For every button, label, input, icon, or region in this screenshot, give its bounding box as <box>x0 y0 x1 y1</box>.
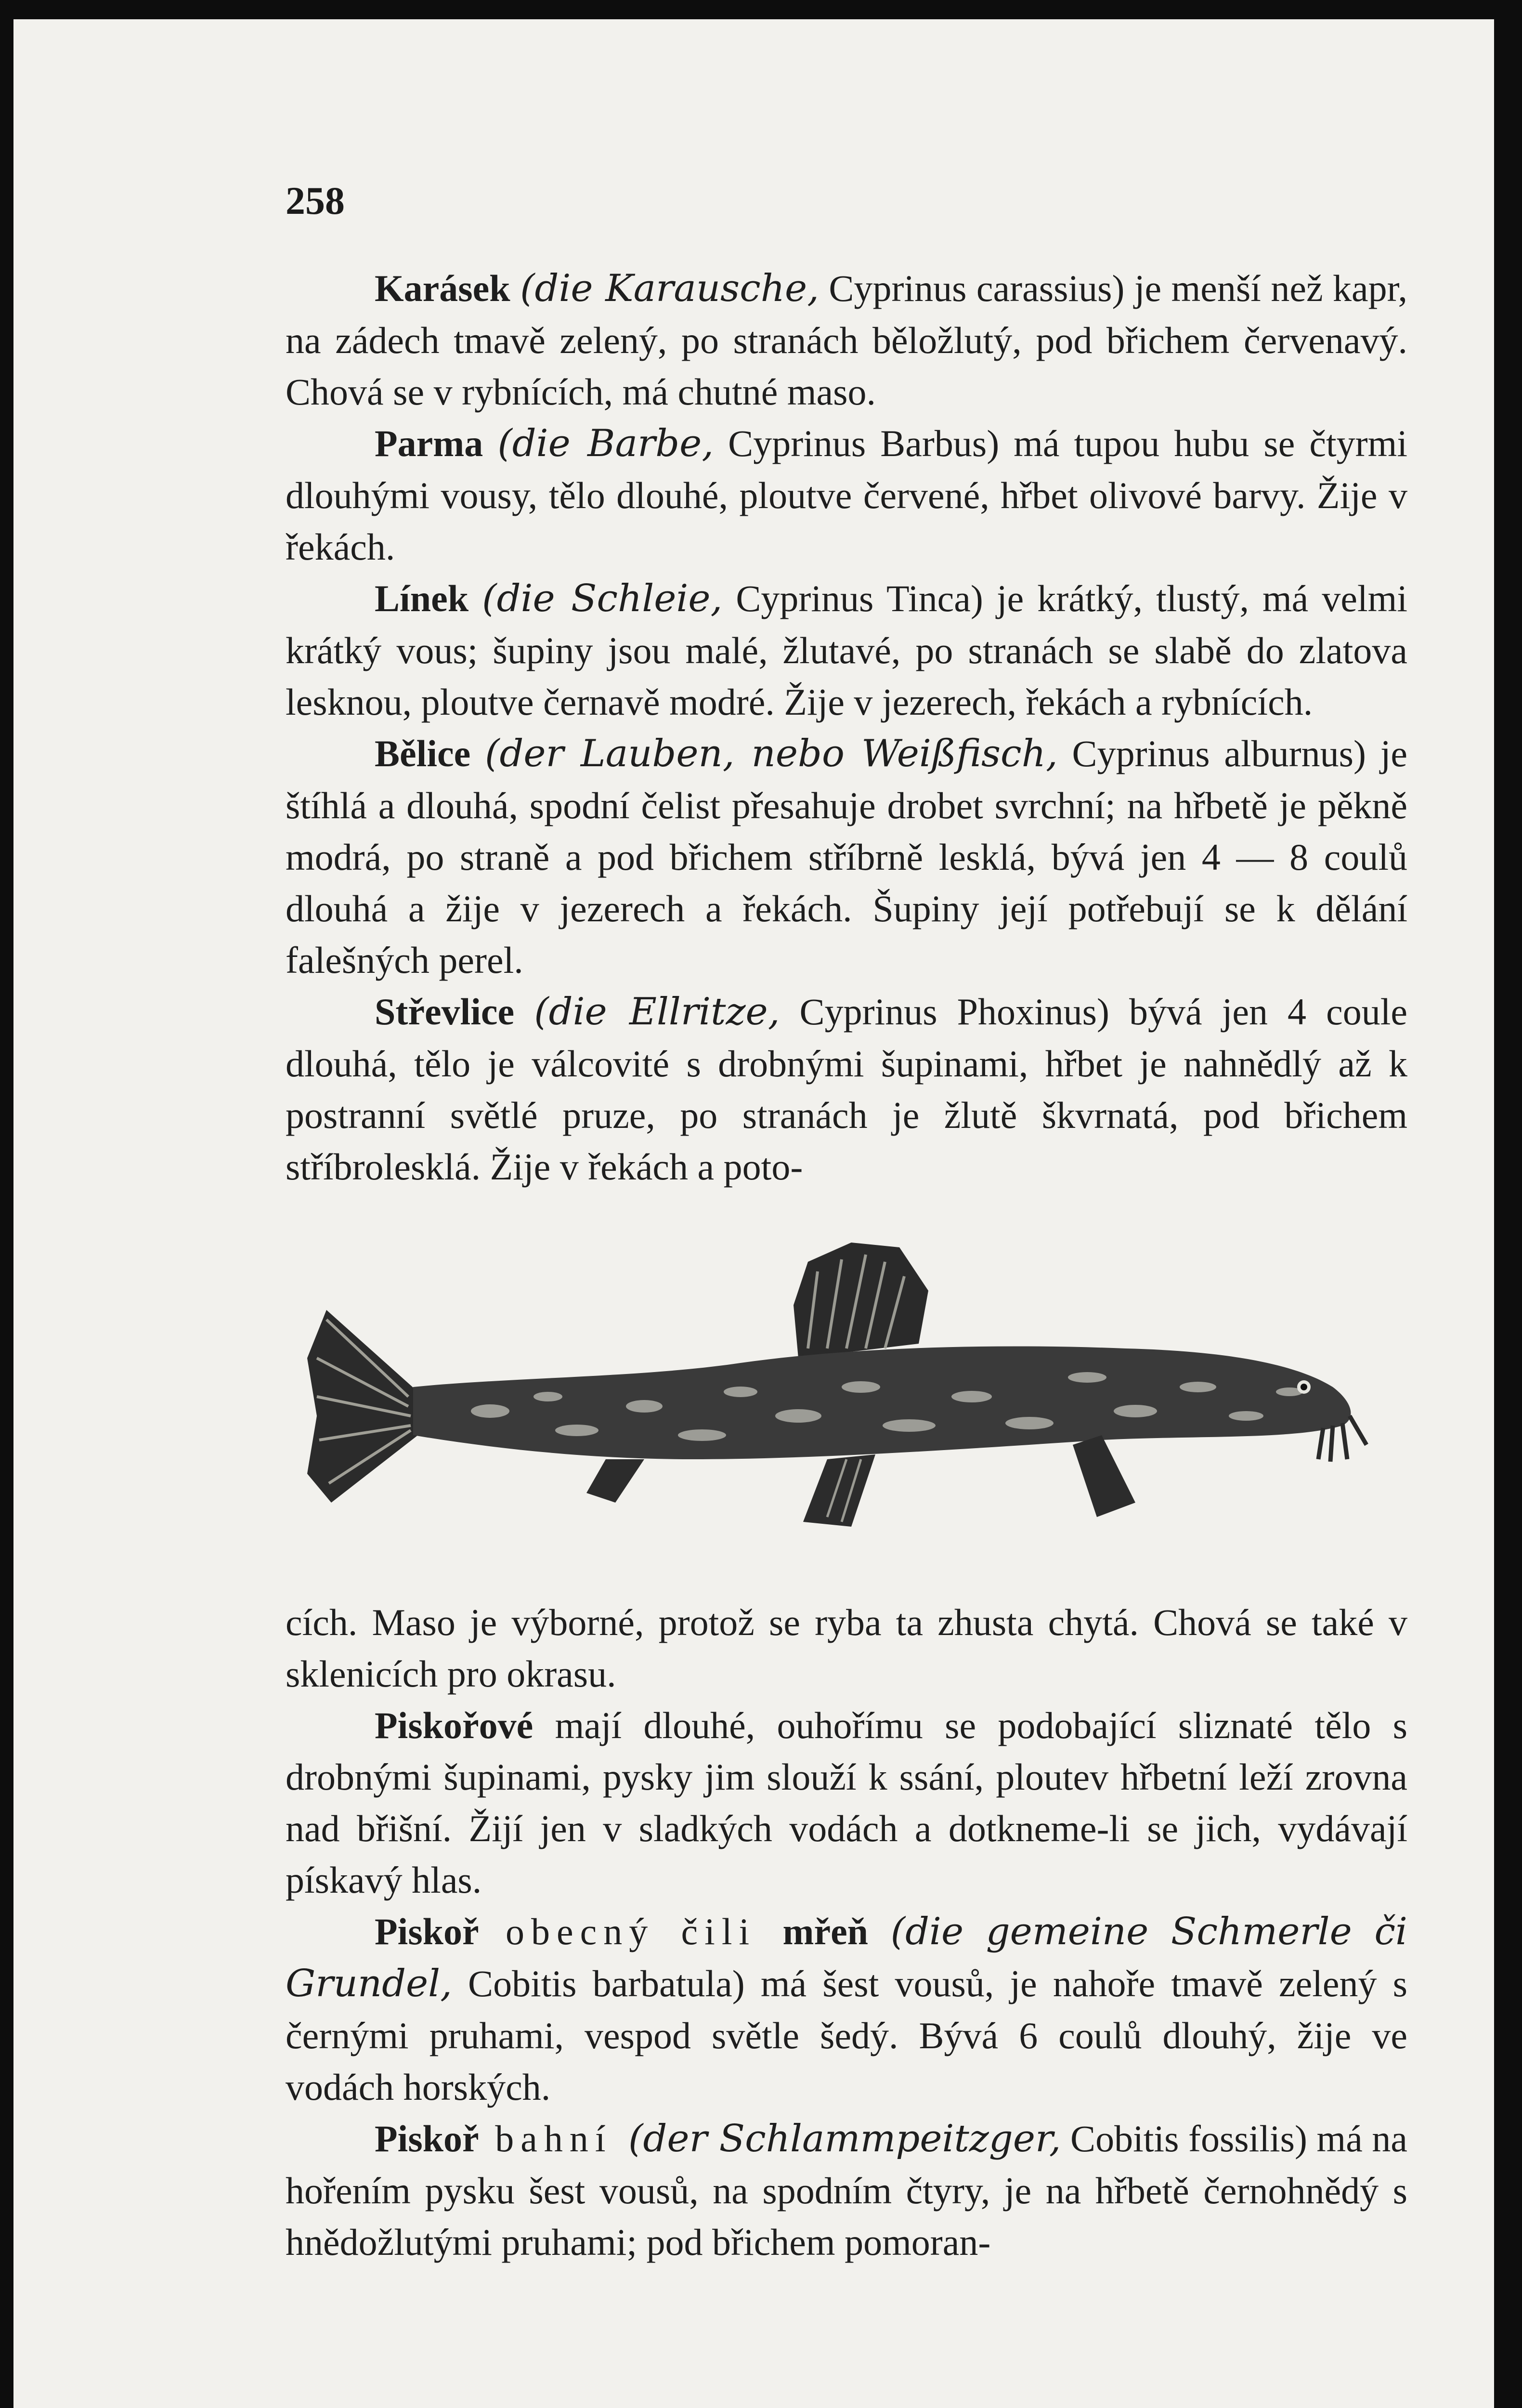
term-belice: Bělice <box>375 733 471 774</box>
species-qualifier: bahní <box>479 2118 629 2159</box>
paragraph-piskorove <box>286 1700 1407 1906</box>
paragraph-strevlice <box>286 986 1407 1192</box>
paragraph-karasek <box>286 262 1407 418</box>
paragraph-continuation: cích. Maso je výborné, protož se ryba ta zhusta chytá. Chová se také v sklenicích pro okrasu. <box>286 1601 1407 1695</box>
paragraph-text: Cyprinus carassius) je menší než kapr, na zádech tmavě zelený, po stranách běložlutý, pod břichem červenavý. Chová se v rybnících, má chutné maso. <box>286 267 1408 413</box>
german-name: (die Barbe, <box>497 422 714 465</box>
german-name: (die Ellritze, <box>534 990 780 1034</box>
book-page <box>13 19 1494 2408</box>
german-name: (die Schleie, <box>482 577 723 620</box>
loach-fish-icon <box>307 1243 1366 1527</box>
paragraph-text: mají dlouhé, ouhořímu se podobající sliznaté tělo s drobnými šupinami, pysky jim slouží k ssání, ploutev hřbetní leží zrovna nad břišní. Žijí jen v sladkých vodách a dotkneme-li se jich, vydávají pískavý hlas. <box>286 1704 1407 1901</box>
term-piskorove: Piskořové <box>375 1704 533 1746</box>
species-qualifier: obecný čili <box>479 1911 783 1952</box>
paragraph-belice <box>286 728 1407 986</box>
text-block-lower <box>286 1597 1407 2268</box>
paragraph-text: Cyprinus Tinca) je krátký, tlustý, má velmi krátký vous; šupiny jsou malé, žlutavé, po stranách se slabě do zlatova lesknou, ploutve černavě modré. Žije v jezerech, řekách a rybnících. <box>286 577 1407 723</box>
paragraph-parma <box>286 418 1407 573</box>
fish-illustration <box>307 1233 1391 1546</box>
page-number: 258 <box>286 179 345 222</box>
term-piskor: Piskoř <box>375 1911 479 1952</box>
paragraph-text: Cobitis fossilis) má na hořením pysku šest vousů, na spodním čtyry, je na hřbetě černohnědý s hnědožlutými pruhami; pod břichem pomoran- <box>286 2118 1407 2263</box>
term-karasek: Karásek <box>375 267 510 309</box>
paragraph-piskor-bahni <box>286 2113 1407 2268</box>
paragraph-text: Cyprinus alburnus) je štíhlá a dlouhá, spodní čelist přesahuje drobet svrchní; na hřbetě je pěkně modrá, po straně a pod břichem stříbrně lesklá, bývá jen 4 — 8 coulů dlouhá a žije v jezerech a řekách. Šupiny její potřebují se k dělání falešných perel. <box>286 733 1408 981</box>
paragraph-text: Cobitis barbatula) má šest vousů, je nahoře tmavě zelený s černými pruhami, vespod světle šedý. Bývá 6 coulů dlouhý, žije ve vodách horských. <box>286 1963 1407 2108</box>
paragraph-piskor-obecny <box>286 1906 1407 2113</box>
german-name: (die gemeine Schmerle či Grundel, <box>286 1910 1408 2005</box>
text-block-upper <box>286 262 1407 1192</box>
german-name: (die Karausche, <box>520 267 819 310</box>
term-parma: Parma <box>375 422 483 464</box>
paragraph-text: Cyprinus Phoxinus) bývá jen 4 coule dlouhá, tělo je válcovité s drobnými šupinami, hřbet je nahnědlý až k postranní světlé pruze, po stranách je žlutě škvrnatá, pod břichem stříbrolesklá. Žije v řekách a poto- <box>286 991 1407 1188</box>
paragraph-linek <box>286 573 1407 728</box>
term-strevlice: Střevlice <box>375 991 515 1033</box>
term-mren: mřeň <box>782 1911 869 1952</box>
paragraph-text: Cyprinus Barbus) má tupou hubu se čtyrmi dlouhými vousy, tělo dlouhé, ploutve červené, hřbet olivové barvy. Žije v řekách. <box>286 422 1407 568</box>
term-linek: Línek <box>375 577 469 619</box>
german-name: (der Schlammpeitzger, <box>628 2117 1061 2160</box>
term-piskor: Piskoř <box>375 2118 479 2159</box>
german-name: (der Lauben, nebo Weißfisch, <box>485 732 1058 775</box>
